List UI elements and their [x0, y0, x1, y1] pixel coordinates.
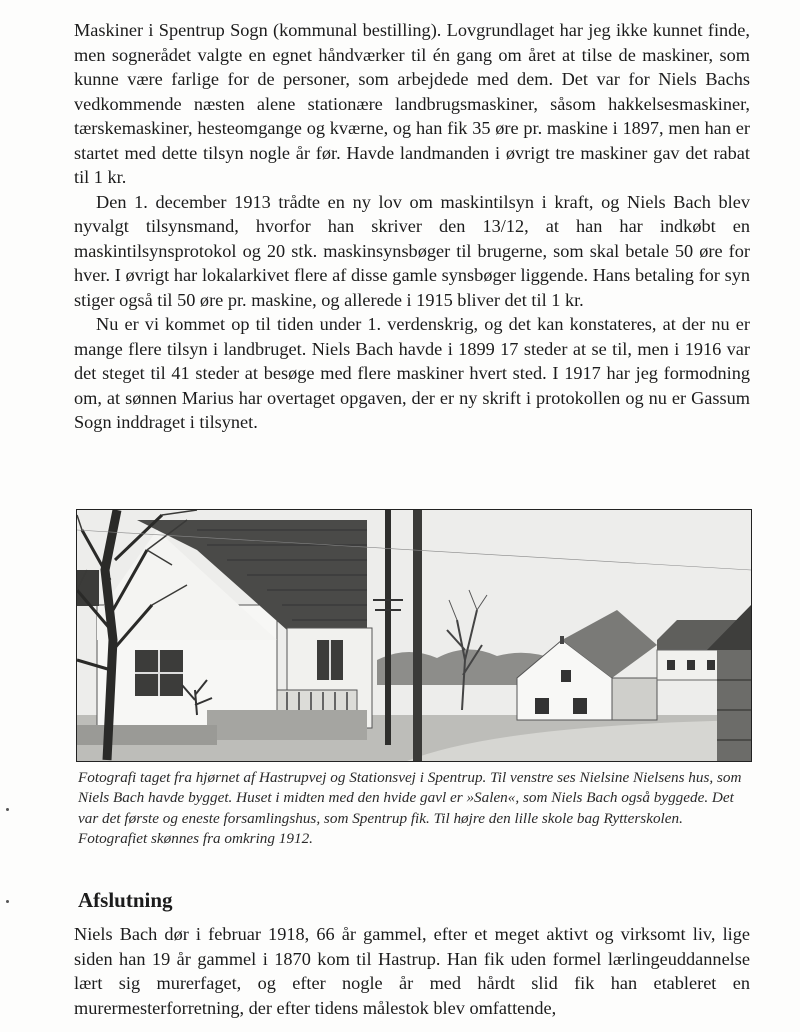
margin-dot — [6, 900, 9, 903]
body-text-bottom — [74, 922, 750, 1020]
paragraph-new-law: Den 1. december 1913 trådte en ny lov om maskintilsyn i kraft, og Niels Bach blev nyvalgt tilsynsmand, hvorfor han skriver den 13/12, at han har indkøbt en maskintilsynsprotokol og 20 stk. maskinsynsbøger til brugerne, som skal betale 50 øre for hver. I øvrigt har lokalarkivet flere af disse gamle synsbøger liggende. Hans betaling for syn stiger også til 50 øre pr. maskine, og allerede i 1915 bliver det til 1 kr. — [74, 191, 750, 310]
paragraph-machines: Maskiner i Spentrup Sogn (kommunal bestilling). Lovgrundlaget har jeg ikke kunnet finde, men sognerådet valgte en egnet håndværker til én gang om året at tilse de maskiner, som kunne være farlige for de personer, som arbejdede med dem. Det var for Niels Bachs vedkommende næsten alene stationære landbrugsmaskiner, såsom hakkelsesmaskiner, tærskemaskiner, hesteomgange og kværne, og han fik 35 øre pr. maskine i 1897, men han er startet med dette tilsyn nogle år før. Havde landmanden i øvrigt tre maskiner gav det rabat til 1 kr. — [74, 20, 750, 187]
historical-photograph — [76, 509, 752, 762]
body-text-top — [74, 18, 750, 435]
section-heading: Afslutning — [78, 888, 173, 912]
photo-caption — [78, 768, 750, 849]
caption-text: Fotografi taget fra hjørnet af Hastrupvej og Stationsvej i Spentrup. Til venstre ses Nielsine Nielsens hus, som Niels Bach havde bygget. Huset i midten med den hvide gavl er »Salen«, som Niels Bach også byggede. Det var det første og eneste forsamlingshus, som Spentrup fik. Til højre den lille skole bag Rytterskolen. Fotografiet skønnes fra omkring 1912. — [78, 769, 742, 847]
paragraph-world-war: Nu er vi kommet op til tiden under 1. verdenskrig, og det kan konstateres, at der nu er mange flere tilsyn i landbruget. Niels Bach havde i 1899 17 steder at se til, men i 1916 var det steget til 41 steder at besøge med flere maskiner hvert sted. I 1917 har jeg formodning om, at sønnen Marius har overtaget opgaven, der er ny skrift i protokollen og nu er Gassum Sogn inddraget i tilsynet. — [74, 314, 750, 432]
paragraph-conclusion: Niels Bach dør i februar 1918, 66 år gammel, efter et meget aktivt og virksomt liv, lige siden han 19 år gammel i 1870 kom til Hastrup. Han fik uden formel lærlingeuddannelse lært sig murerfaget, og efter nogle år med hårdt slid fik han etableret en murermesterforretning, der efter tidens målestok blev omfattende, — [74, 924, 750, 1018]
margin-dot — [6, 808, 9, 811]
